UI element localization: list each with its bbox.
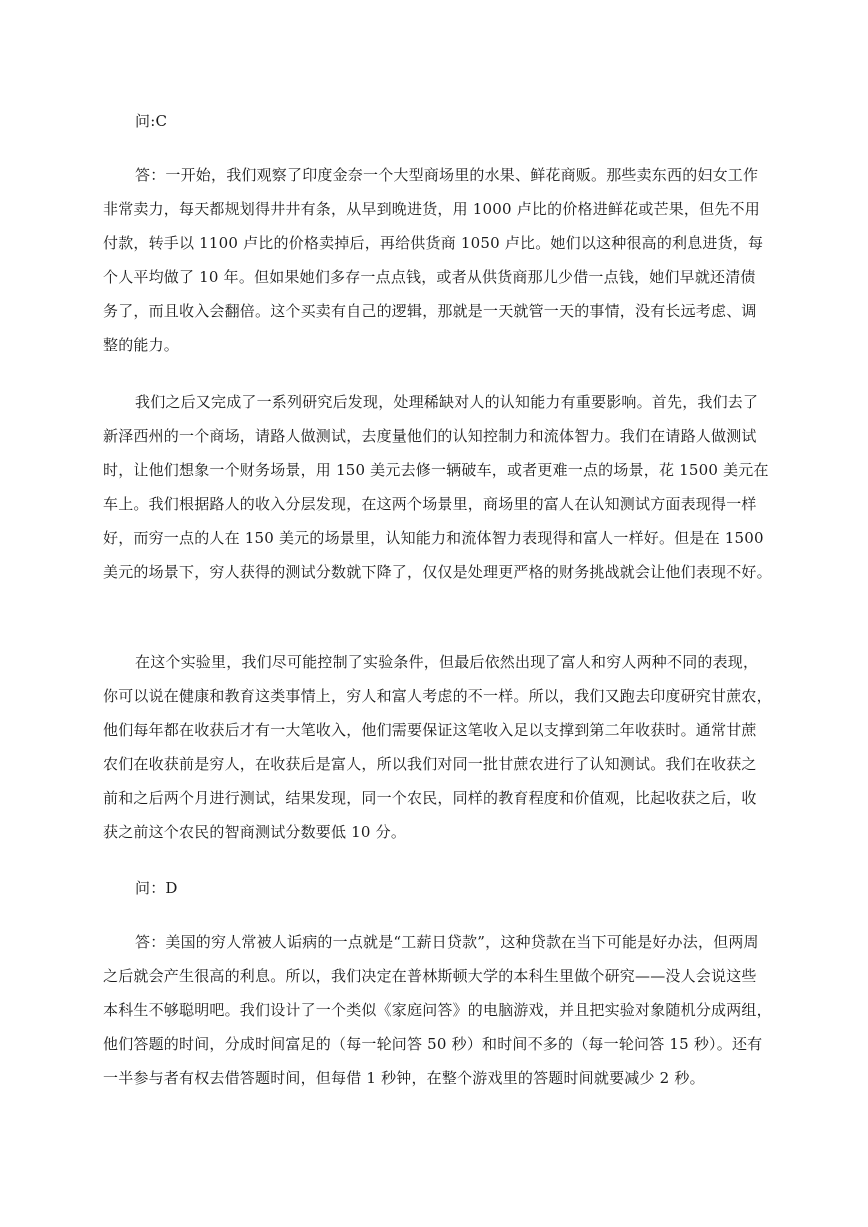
text-line: 答：一开始，我们观察了印度金奈一个大型商场里的水果、鲜花商贩。那些卖东西的妇女工作 bbox=[135, 166, 759, 184]
text-line: 好，而穷一点的人在 150 美元的场景里，认知能力和流体智力表现得和富人一样好。但是在 1500 bbox=[103, 529, 764, 547]
text-line: 美元的场景下，穷人获得的测试分数就下降了，仅仅是处理更严格的财务挑战就会让他们表现不好。 bbox=[103, 563, 772, 581]
text-line: 你可以说在健康和教育这类事情上，穷人和富人考虑的不一样。所以，我们又跑去印度研究甘蔗农， bbox=[103, 687, 772, 705]
question-c-label: 问:C bbox=[135, 112, 168, 130]
text-line: 务了，而且收入会翻倍。这个买卖有自己的逻辑，那就是一天就管一天的事情，没有长远考虑、调 bbox=[103, 302, 757, 320]
text-line: 答：美国的穷人常被人诟病的一点就是“工薪日贷款”，这种贷款在当下可能是好办法，但两周 bbox=[135, 933, 759, 951]
text-line: 我们之后又完成了一系列研究后发现，处理稀缺对人的认知能力有重要影响。首先，我们去了 bbox=[135, 393, 759, 411]
text-line: 本科生不够聪明吧。我们设计了一个类似《家庭问答》的电脑游戏，并且把实验对象随机分成两组， bbox=[103, 1001, 772, 1019]
question-d-label: 问：D bbox=[135, 879, 178, 897]
text-line: 时，让他们想象一个财务场景，用 150 美元去修一辆破车，或者更难一点的场景，花 1500 美元在 bbox=[103, 461, 769, 479]
text-line: 农们在收获前是穷人，在收获后是富人，所以我们对同一批甘蔗农进行了认知测试。我们在收获之 bbox=[103, 755, 757, 773]
text-line: 整的能力。 bbox=[103, 336, 180, 354]
text-line: 他们每年都在收获后才有一大笔收入，他们需要保证这笔收入足以支撑到第二年收获时。通常甘蔗 bbox=[103, 721, 757, 739]
text-line: 在这个实验里，我们尽可能控制了实验条件，但最后依然出现了富人和穷人两种不同的表现， bbox=[135, 653, 759, 671]
text-line: 车上。我们根据路人的收入分层发现，在这两个场景里，商场里的富人在认知测试方面表现得一样 bbox=[103, 495, 757, 513]
text-line: 付款，转手以 1100 卢比的价格卖掉后，再给供货商 1050 卢比。她们以这种很高的利息进货，每 bbox=[103, 234, 764, 252]
text-line: 非常卖力，每天都规划得井井有条，从早到晚进货，用 1000 卢比的价格进鲜花或芒果，但先不用 bbox=[103, 200, 760, 218]
text-line: 前和之后两个月进行测试，结果发现，同一个农民，同样的教育程度和价值观，比起收获之后，收 bbox=[103, 789, 757, 807]
text-line: 获之前这个农民的智商测试分数要低 10 分。 bbox=[103, 823, 407, 841]
text-line: 新泽西州的一个商场，请路人做测试，去度量他们的认知控制力和流体智力。我们在请路人做测试 bbox=[103, 427, 757, 445]
text-line: 个人平均做了 10 年。但如果她们多存一点点钱，或者从供货商那儿少借一点钱，她们早就还清债 bbox=[103, 268, 756, 286]
text-line: 之后就会产生很高的利息。所以，我们决定在普林斯顿大学的本科生里做个研究——没人会说这些 bbox=[103, 967, 757, 985]
text-line: 他们答题的时间，分成时间富足的（每一轮问答 50 秒）和时间不多的（每一轮问答 15 秒）。还有 bbox=[103, 1035, 763, 1053]
text-line: 一半参与者有权去借答题时间，但每借 1 秒钟，在整个游戏里的答题时间就要减少 2 秒。 bbox=[103, 1069, 705, 1087]
